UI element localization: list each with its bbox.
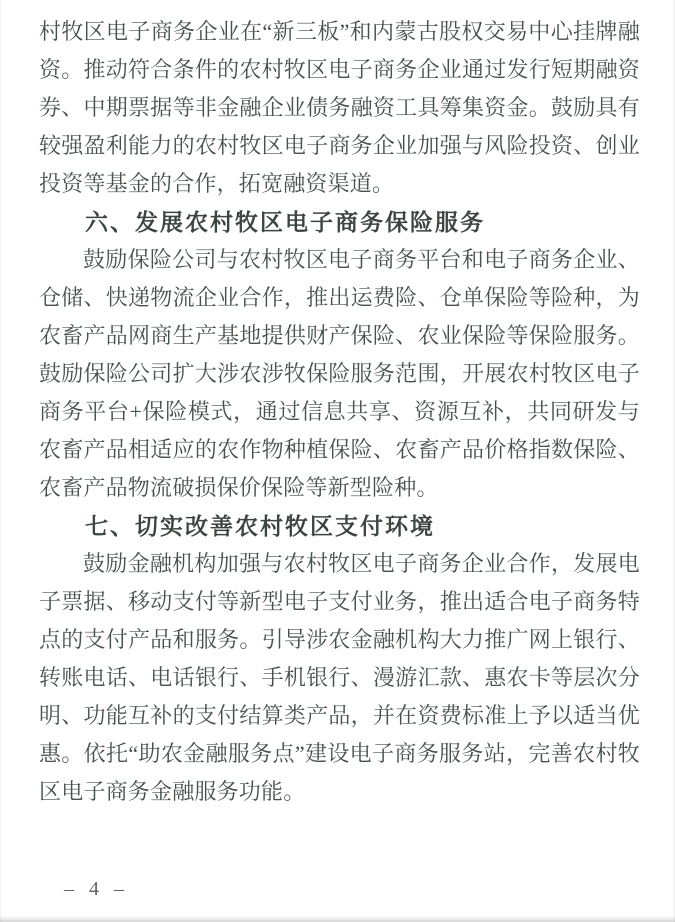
paragraph-financing-continuation: 村牧区电子商务企业在“新三板”和内蒙古股权交易中心挂牌融资。推动符合条件的农村牧区电子商务企业通过发行短期融资券、中期票据等非金融企业债务融资工具筹集资金。鼓励具有较强盈利能力的农村牧区电子商务企业加强与风险投资、创业投资等基金的合作，拓宽融资渠道。 xyxy=(39,19,640,196)
section-heading-seven-payment: 七、切实改善农村牧区支付环境 xyxy=(85,513,435,539)
page-number: – 4 – xyxy=(64,878,129,900)
scan-edge-left xyxy=(0,0,2,922)
paragraph-payment-environment: 鼓励金融机构加强与农村牧区电子商务企业合作，发展电子票据、移动支付等新型电子支付业务，推出适合电子商务特点的支付产品和服务。引导涉农金融机构大力推广网上银行、转账电话、电话银行、手机银行、漫游汇款、惠农卡等层次分明、功能互补的支付结算类产品，并在资费标准上予以适当优惠。依托“助农金融服务点”建设电子商务服务站，完善农村牧区电子商务金融服务功能。 xyxy=(39,551,640,804)
scan-edge-bottom xyxy=(0,916,675,922)
paragraph-insurance-services: 鼓励保险公司与农村牧区电子商务平台和电子商务企业、仓储、快递物流企业合作，推出运费险、仓单保险等险种，为农畜产品网商生产基地提供财产保险、农业保险等保险服务。鼓励保险公司扩大涉农涉牧保险服务范围，开展农村牧区电子商务平台+保险模式，通过信息共享、资源互补，共同研发与农畜产品相适应的农作物种植保险、农畜产品价格指数保险、农畜产品物流破损保价保险等新型险种。 xyxy=(39,247,640,500)
section-heading-six-insurance: 六、发展农村牧区电子商务保险服务 xyxy=(85,209,485,235)
document-body xyxy=(39,13,640,811)
